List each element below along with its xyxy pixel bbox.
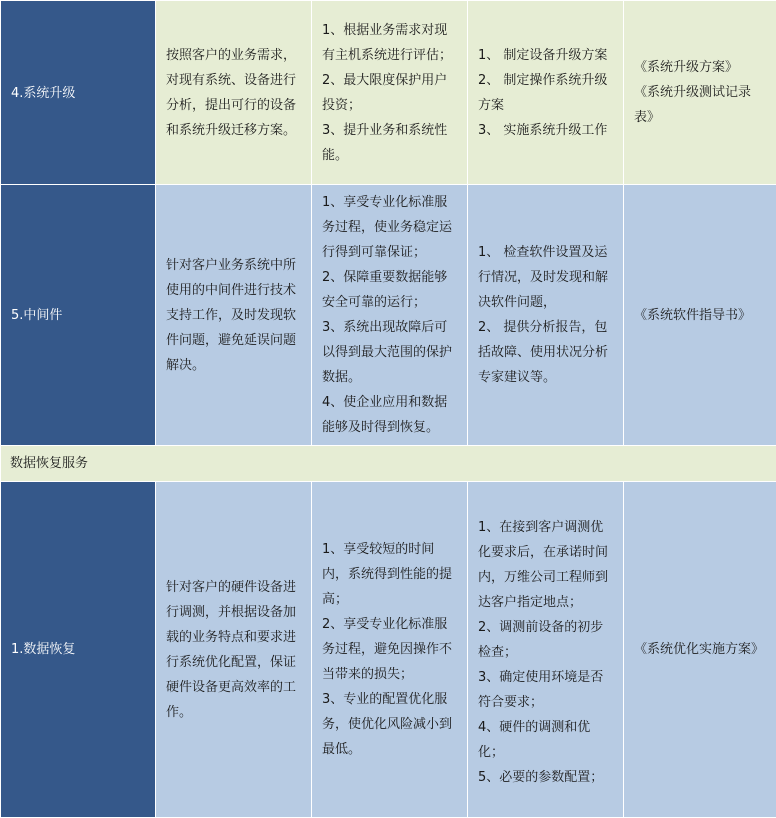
- row-name-cell: [1, 185, 156, 446]
- content-item: 2、 提供分析报告，包括故障、使用状况分析专家建议等。: [478, 315, 613, 390]
- description-cell: [156, 185, 312, 446]
- row-name-cell: [1, 1, 156, 185]
- deliverables-cell: [624, 185, 776, 446]
- table-row-middleware: [1, 185, 776, 446]
- benefits-cell: [312, 1, 468, 185]
- table-row-system-upgrade: [1, 1, 776, 185]
- deliverable-item: 《系统升级测试记录表》: [634, 80, 766, 130]
- description-text: 按照客户的业务需求，对现有系统、设备进行分析，提出可行的设备和系统升级迁移方案。: [166, 48, 296, 138]
- content-item: 1、在接到客户调测优化要求后，在承诺时间内，万维公司工程师到达客户指定地点；: [478, 515, 613, 615]
- content-item: 3、确定使用环境是否符合要求；: [478, 665, 613, 715]
- section-title: 数据恢复服务: [1, 446, 776, 482]
- description-text: 针对客户业务系统中所使用的中间件进行技术支持工作，及时发现软件问题，避免延误问题解决。: [166, 258, 296, 373]
- benefits-cell: [312, 482, 468, 818]
- benefit-item: 3、系统出现故障后可以得到最大范围的保护数据。: [322, 315, 457, 390]
- content-item: 1、 检查软件设置及运行情况，及时发现和解决软件问题，: [478, 240, 613, 315]
- benefit-item: 1、根据业务需求对现有主机系统进行评估；: [322, 18, 457, 68]
- benefit-item: 2、享受专业化标准服务过程，避免因操作不当带来的损失；: [322, 612, 457, 687]
- benefit-item: 3、提升业务和系统性能。: [322, 118, 457, 168]
- content-item: 3、 实施系统升级工作: [478, 118, 613, 143]
- benefit-item: 3、专业的配置优化服务，使优化风险减小到最低。: [322, 687, 457, 762]
- content-item: 5、必要的参数配置；: [478, 765, 613, 790]
- content-cell: [468, 1, 624, 185]
- benefit-item: 1、享受专业化标准服务过程，使业务稳定运行得到可靠保证；: [322, 190, 457, 265]
- description-text: 针对客户的硬件设备进行调测，并根据设备加载的业务特点和要求进行系统优化配置，保证硬件设备更高效率的工作。: [166, 580, 296, 720]
- content-cell: [468, 482, 624, 818]
- deliverable-item: 《系统升级方案》: [634, 55, 766, 80]
- deliverables-cell: [624, 1, 776, 185]
- content-item: 2、调测前设备的初步检查；: [478, 615, 613, 665]
- content-cell: [468, 185, 624, 446]
- section-header-row: [1, 446, 776, 482]
- deliverable-item: 《系统软件指导书》: [634, 303, 766, 328]
- deliverable-item: 《系统优化实施方案》: [634, 637, 766, 662]
- benefit-item: 2、最大限度保护用户投资；: [322, 68, 457, 118]
- content-item: 2、 制定操作系统升级方案: [478, 68, 613, 118]
- table-row-data-recovery: [1, 482, 776, 818]
- content-item: 4、硬件的调测和优化；: [478, 715, 613, 765]
- benefit-item: 2、保障重要数据能够安全可靠的运行；: [322, 265, 457, 315]
- row-name: 1.数据恢复: [11, 642, 75, 657]
- description-cell: [156, 1, 312, 185]
- benefits-cell: [312, 185, 468, 446]
- benefit-item: 4、使企业应用和数据能够及时得到恢复。: [322, 390, 457, 440]
- content-item: 1、 制定设备升级方案: [478, 43, 613, 68]
- deliverables-cell: [624, 482, 776, 818]
- row-name: 5.中间件: [11, 308, 62, 323]
- row-name-cell: [1, 482, 156, 818]
- description-cell: [156, 482, 312, 818]
- benefit-item: 1、享受较短的时间内，系统得到性能的提高；: [322, 537, 457, 612]
- row-name: 4.系统升级: [11, 86, 75, 101]
